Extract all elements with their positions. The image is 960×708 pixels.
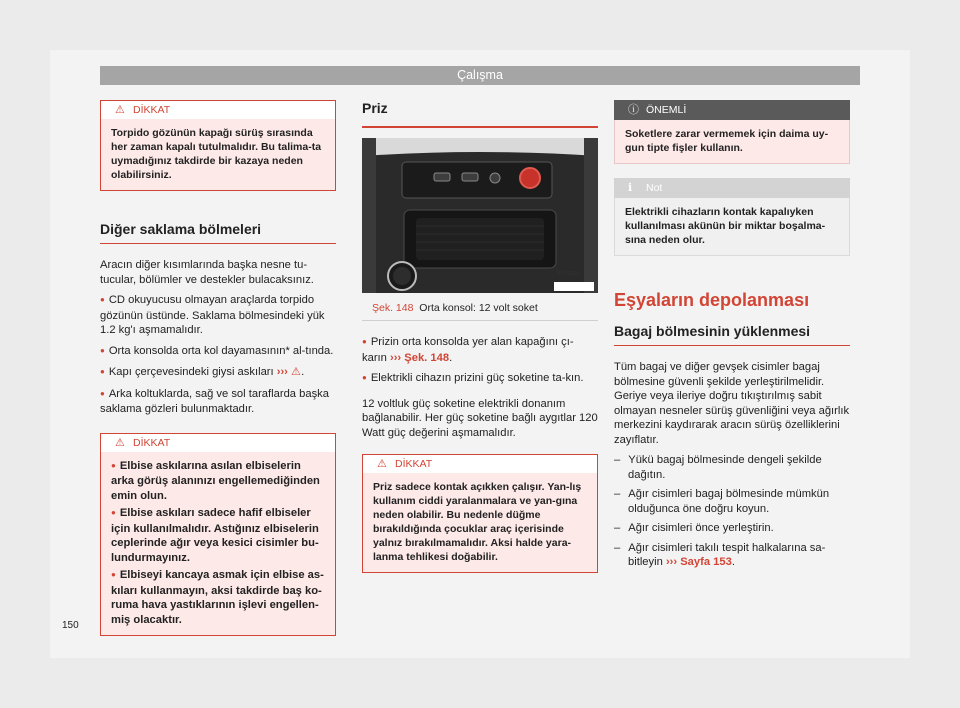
warning-triangle-icon: ⚠ xyxy=(291,366,302,378)
warning-body xyxy=(101,452,335,636)
warning-box-hangers xyxy=(100,433,336,637)
storage-bullet-list xyxy=(100,293,336,417)
list-item: ● Arka koltuklarda, sağ ve sol taraflarda başka saklama gözleri bulunmaktadır. xyxy=(100,387,336,417)
figure-code: B5T-0030 xyxy=(557,271,579,277)
page-header: Çalışma xyxy=(100,66,860,85)
cross-reference-link[interactable]: ››› xyxy=(276,366,288,378)
list-item: ● Prizin orta konsolda yer alan kapağını çı-karın ››› Şek. 148. xyxy=(362,335,598,365)
info-circle-icon: ⓘ xyxy=(628,104,639,116)
list-item: ● Kapı çerçevesindeki giysi askıları ››› ⚠. xyxy=(100,365,336,381)
page-reference-link[interactable]: ››› Sayfa 153 xyxy=(665,556,732,568)
warning-header: ⚠ DİKKAT xyxy=(363,455,597,473)
figure-center-console xyxy=(362,138,598,321)
luggage-dash-list xyxy=(614,453,850,570)
warning-box-glovebox xyxy=(100,100,336,191)
warning-triangle-icon: ⚠ xyxy=(115,104,125,116)
note-body: Elektrikli cihazların kontak kapalıyken kullanılması akünün bir miktar boşalma-sına neden olur. xyxy=(614,198,850,256)
list-item: – Ağır cisimleri takılı tespit halkalarına sa-bitleyin ››› Sayfa 153. xyxy=(614,541,850,570)
warning-body: Torpido gözünün kapağı sürüş sırasında her zaman kapalı tutulmalıdır. Bu talima-ta uymadığınız takdirde bir kazaya neden olabilirsiniz. xyxy=(101,119,335,190)
warning-body: Priz sadece kontak açıkken çalışır. Yan-lış kullanım ciddi yaralanmalara ve yan-gına neden olabilir. Bu nedenle düğme bırakıldığında çocuklar araç içerisinde yalnız bırakılmamalıdır. Aksi halde yara-lanma tehlikesi doğabilir. xyxy=(363,473,597,572)
column-right xyxy=(614,100,850,570)
figure-reference-link[interactable]: ››› Şek. 148 xyxy=(389,351,450,364)
socket-paragraph: 12 voltluk güç soketine elektrikli donanım bağlanabilir. Her güç soketine bağlı aygıtlar 120 Watt güç değerini aşmamalıdır. xyxy=(362,397,598,439)
list-item: ● Orta konsolda orta kol dayamasının* al-tında. xyxy=(100,344,336,360)
warning-header: ⚠ DİKKAT xyxy=(101,101,335,119)
warning-box-socket xyxy=(362,454,598,573)
note-header: ℹ Not xyxy=(614,178,850,198)
info-square-icon: ℹ xyxy=(628,182,633,194)
warning-triangle-icon: ⚠ xyxy=(377,458,387,470)
warning-header: ⚠ DİKKAT xyxy=(101,434,335,452)
page-number: 150 xyxy=(62,620,79,631)
luggage-paragraph: Tüm bagaj ve diğer gevşek cisimler bagaj bölmesine güvenli şekilde yerleştirilmelidir. Geriye veya ileriye doğru tıkıştırılmış sabit olmayan nesneler sürüş güvenliğini veya ağırlık merkezini kaydırarak aracın sürüş özelliklerini zayıflatır. xyxy=(614,361,850,446)
important-box xyxy=(614,100,850,164)
list-item: ● Elbise askıları sadece hafif elbiseler için kullanılmalıdır. Astığınız elbiselerin ceplerinde ağır veya kesici cisimler bu-lundurmayınız. xyxy=(111,506,325,565)
column-left xyxy=(100,100,336,636)
list-item: – Ağır cisimleri önce yerleştirin. xyxy=(614,521,850,536)
important-body: Soketlere zarar vermemek için daima uy-gun tipte fişler kullanın. xyxy=(614,120,850,164)
list-item: ● Elektrikli cihazın prizini güç soketine ta-kın. xyxy=(362,371,598,387)
socket-bullet-list xyxy=(362,335,598,387)
list-item: – Ağır cisimleri bagaj bölmesinde mümkün olduğunca öne doğru koyun. xyxy=(614,487,850,516)
intro-paragraph: Aracın diğer kısımlarında başka nesne tu-tucular, bölümler ve destekler bulacaksınız. xyxy=(100,259,314,286)
figure-caption: Şek. 148 Orta konsol: 12 volt soket xyxy=(372,302,538,314)
warning-triangle-icon: ⚠ xyxy=(115,436,125,449)
list-item: ● Elbiseyi kancaya asmak için elbise as-kıları kullanmayın, aksi takdirde baş ko-ruma hava yastıklarının işlevi engellen-miş olacaktır. xyxy=(111,568,325,627)
column-middle xyxy=(362,100,598,573)
section-title-socket: Priz xyxy=(362,100,598,128)
center-console-image xyxy=(362,138,598,293)
section-title-other-storage: Diğer saklama bölmeleri xyxy=(100,221,336,244)
chapter-title: Eşyaların depolanması xyxy=(614,290,810,310)
note-box xyxy=(614,178,850,256)
list-item: ● CD okuyucusu olmayan araçlarda torpido gözünün üstünde. Saklama bölmesindeki yük 1.2 kg'ı aşmamalıdır. xyxy=(100,293,336,338)
list-item: ● Elbise askılarına asılan elbiselerin arka görüş alanınızı engellemediğinden emin olun. xyxy=(111,459,325,504)
list-item: – Yükü bagaj bölmesinde dengeli şekilde dağıtın. xyxy=(614,453,850,482)
section-title-luggage: Bagaj bölmesinin yüklenmesi xyxy=(614,323,850,346)
important-header: ⓘ ÖNEMLİ xyxy=(614,100,850,120)
